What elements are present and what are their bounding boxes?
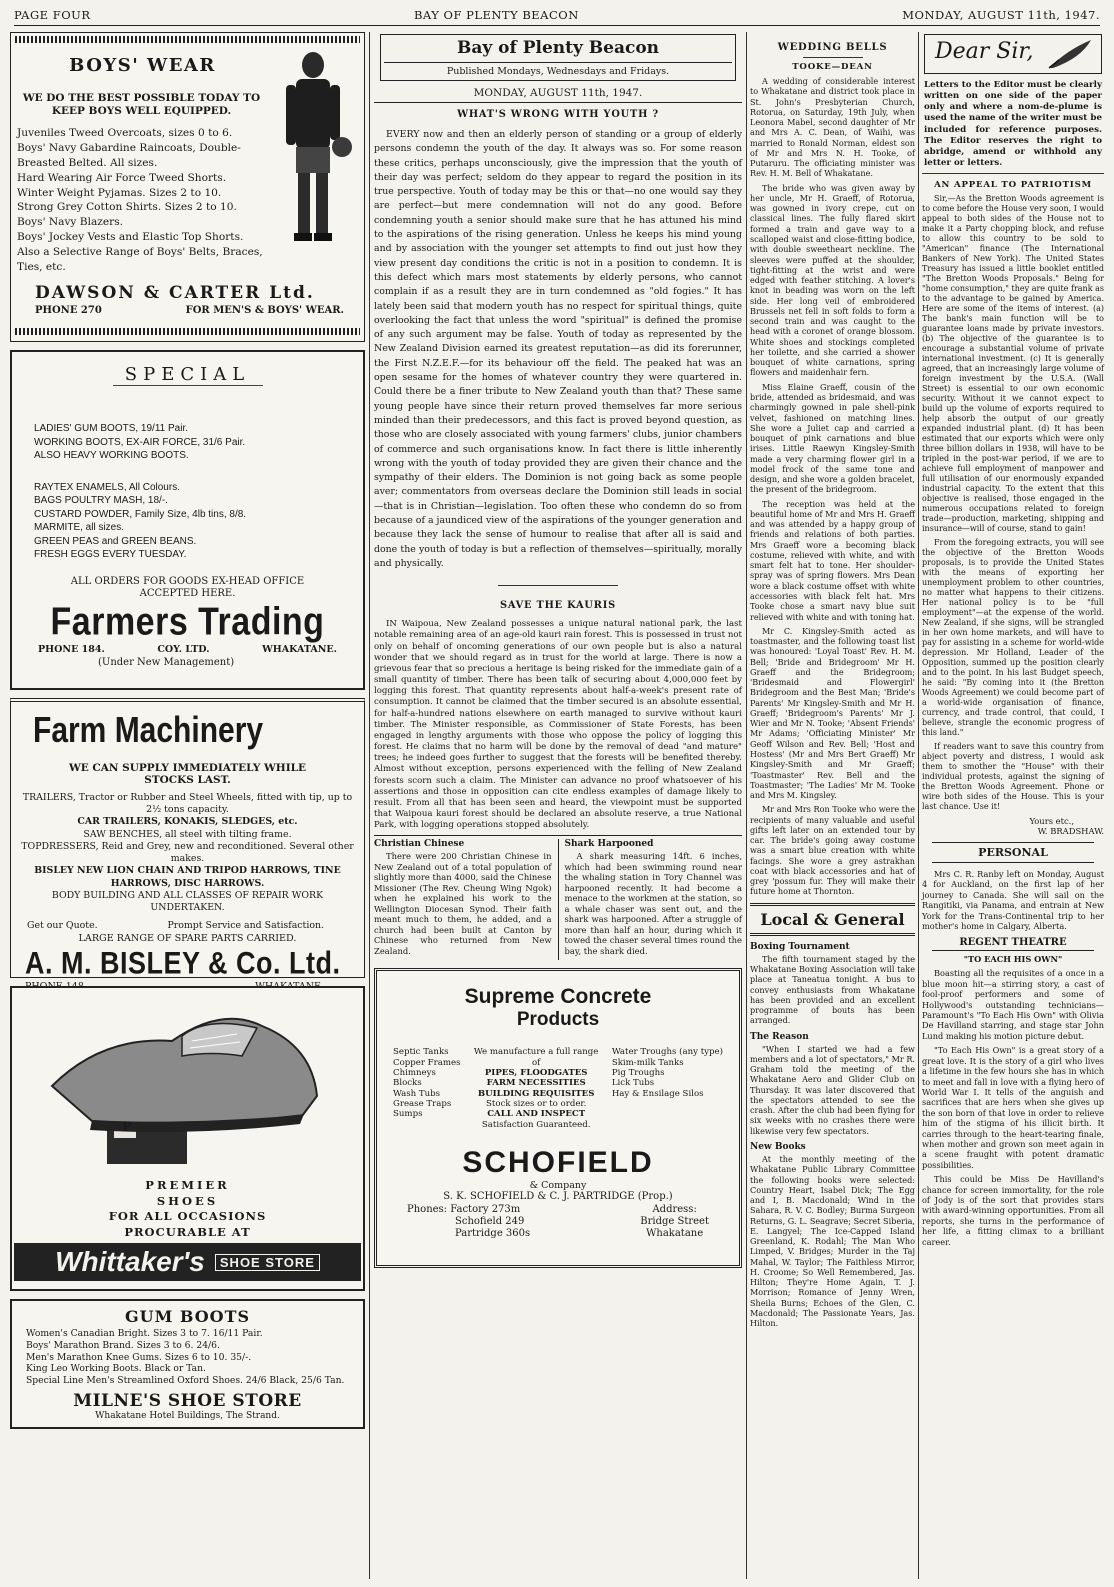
concrete-mid-item: FARM NECESSITIES bbox=[486, 1078, 586, 1089]
schofield-phone: Schofield 249 bbox=[455, 1215, 525, 1227]
shoes-line: PREMIER bbox=[145, 1178, 230, 1192]
dear-sir-text: Dear Sir, bbox=[935, 39, 1034, 64]
concrete-left-item: Wash Tubs bbox=[393, 1088, 441, 1099]
appeal-head: AN APPEAL TO PATRIOTISM bbox=[934, 180, 1092, 190]
concrete-right-item: Pig Troughs bbox=[611, 1068, 665, 1079]
farmers-trading-logo: Farmers Trading bbox=[50, 599, 325, 644]
special-item: FRESH EGGS EVERY TUESDAY. bbox=[34, 549, 187, 560]
wedding-para: A wedding of considerable interest to Whakatane and district took place in St. John's Presbyterian Church, Rotorua, on Saturday, 19th July, when Leonora Mabel, second daughter of Mr and Mrs A. C. Dean, of Waihi, was married to Ronald Norman, eldest son of Mr and Mrs N. H. Tooke, of Putaruru. The officiating minister was Rev. H. M. Bell of Whakatane. bbox=[750, 76, 915, 179]
reason-head: The Reason bbox=[750, 1031, 809, 1042]
special-title: SPECIAL bbox=[113, 364, 263, 386]
shoe-box-label: P bbox=[122, 1120, 132, 1135]
boys-item: Winter Weight Pyjamas. Sizes 2 to 10. bbox=[17, 186, 222, 199]
boys-item: Boys' Navy Gabardine Raincoats, Double-Breasted Belted. All sizes. bbox=[17, 142, 241, 169]
schofield-address: Bridge Street bbox=[640, 1215, 709, 1227]
concrete-left-item: Blocks bbox=[393, 1078, 422, 1089]
shoes-line: SHOES bbox=[156, 1193, 219, 1208]
dawson-slogan: FOR MEN'S & BOYS' WEAR. bbox=[185, 304, 344, 316]
personal-head: PERSONAL bbox=[932, 842, 1094, 863]
chinese-head: Christian Chinese bbox=[374, 839, 465, 850]
shark-body: A shark measuring 14ft. 6 inches, which had been swimming round near the whaling station in Tory Channel was harpooned recently. It had become a menace to the workmen at the station, so a whale chaser was sent out, and the shark was harpooned. After a struggle of more than half an hour, during which it towed the chaser several times round the bay, the shark died. bbox=[564, 851, 742, 956]
concrete-mid-item: Stock sizes or to order. bbox=[486, 1099, 587, 1110]
letters-notice: Letters to the Editor must be clearly written on one side of the paper only and where a nom-de-plume is used the name of the writer must be included for reference purposes. The Editor reserves the right to abridge, amend or withhold any letter or letters. bbox=[924, 80, 1102, 168]
kauri-body: IN Waipoua, New Zealand possesses a unique natural national park, the last notable remaining area of an age-old kauri rain forest. This is possessed in trust not only on behalf of oncoming generations of our own people but is also a natural wonder that we should regard as in trust for the world at large. There is now a grievous fear that so precious a heritage is being risked for the immediate gain of a small quantity of timber. There has been talk of securing about 4,000,000 feet by logging this forest. That quantity represents about half-a-week's present rate of consumption. It cannot be claimed that the timber secured is an absolute essential, for half-a-hundred nations elsewhere on earth managed to survive without kauri timber. The Minister responsible, as Commissioner of State Forests, has been engaged in lengthy arguments with those who oppose the policy of logging this forest. He claims that no harm will be done by the removal of dead "and mature" trees; he indeed goes further to suggest that the forests will be benefited thereby. Almost without exception, persons experienced with the felling of New Zealand forests scorn such a claim. The Minister can advance no proof whatsoever of his assertions and those in opposition can cite endless examples of damage likely to result. From all that has been seen and heard, the viewpoint must be supported that Waipoua kauri forest should be declared an absolute reserve, a true National Park, with logging operations stopped absolutely. bbox=[374, 619, 742, 831]
page-masthead bbox=[14, 8, 1100, 26]
milnes-firm: MILNE'S SHOE STORE bbox=[73, 1390, 302, 1411]
editorial-headline: WHAT'S WRONG WITH YOUTH ? bbox=[457, 109, 659, 120]
shoes-line: PROCURABLE AT bbox=[124, 1224, 251, 1239]
farm-supply: WE CAN SUPPLY IMMEDIATELY WHILE STOCKS LAST. bbox=[68, 762, 307, 786]
farm-line: TOPDRESSERS, Reid and Grey, new and reconditioned. Several other makes. bbox=[21, 840, 354, 865]
special-item: BAGS POULTRY MASH, 18/-. bbox=[34, 495, 168, 506]
farm-line: BODY BUILDING AND ALL CLASSES OF REPAIR WORK UNDERTAKEN. bbox=[51, 889, 324, 913]
special-item: ALSO HEAVY WORKING BOOTS. bbox=[34, 450, 189, 461]
concrete-mid-item: CALL AND INSPECT bbox=[487, 1109, 586, 1120]
concrete-left-item: Sumps bbox=[393, 1109, 423, 1120]
farmers-coy: COY. LTD. bbox=[157, 643, 210, 655]
farm-line: TRAILERS, Tractor or Rubber and Steel Wheels, fitted with tip, up to 2½ tons capacity. bbox=[22, 792, 353, 816]
concrete-right-item: Hay & Ensilage Silos bbox=[611, 1088, 704, 1099]
appeal-para: Sir,—As the Bretton Woods agreement is to come before the House very soon, I would appeal to both sides of the House not to make it a Party chopping block, and refuse to allow this country to be sold to "American" finance (The International Bankers of New York). The United States Treasury has issued a little booklet entitled "The Bretton Woods Proposals." Being for "home consumption," they are quite frank as to the advantage to be gained by America. Here are some of the items of interest. (a) The bank's main function will be to guarantee loans made by private investors. (b) The objective of the guarantee is to encourage a substantial volume of private international investment. (c) It is generally agreed, that an increasingly large volume of foreign investment by the U.S.A. (Wall Street) is essential to our own economic security. Without it we cannot expect to build up the volume of exports required to help absorb the output of our greatly expanded industrial plant. (d) It has been estimated that our exports which were only three billion dollars in 1938, will have to be tripled in the post-war period, if we are to achieve full employment of manpower and full utilisation of our enormously expanded industrial capacity. To the extent that this objective is realised, those engaged in the numerous occupations related to foreign trade—production, marketing, shipping and insurance—will of course, stand to gain! bbox=[922, 194, 1104, 533]
special-item: LADIES' GUM BOOTS, 19/11 Pair. bbox=[34, 423, 188, 434]
farm-line: SAW BENCHES, all steel with tilting frame. bbox=[83, 828, 292, 840]
concrete-right-item: Water Troughs (any type) bbox=[611, 1047, 723, 1058]
farm-line: CAR TRAILERS, KONAKIS, SLEDGES, etc. bbox=[77, 816, 298, 828]
gum-line: King Leo Working Boots. Black or Tan. bbox=[26, 1363, 206, 1375]
schofield-address: Whakatane bbox=[646, 1227, 704, 1239]
issue-date: MONDAY, AUGUST 11th, 1947. bbox=[902, 8, 1100, 22]
boxing-head: Boxing Tournament bbox=[750, 941, 850, 952]
boxing-body: The fifth tournament staged by the Whakatane Boxing Association will take place at Taneatua tonight. A bus to convey enthusiasts from Whakatane has been provided and an excellent programme of bouts has been arranged. bbox=[750, 953, 915, 1026]
boys-wear-tagline: WE DO THE BEST POSSIBLE TODAY TO KEEP BOYS WELL EQUIPPED. bbox=[22, 92, 261, 118]
schofield-phone: Phones: Factory 273m bbox=[407, 1203, 521, 1215]
whittakers-name: Whittaker's bbox=[55, 1246, 205, 1277]
gum-boots-ad bbox=[10, 1299, 365, 1429]
farm-quote: Get our Quote. bbox=[27, 920, 98, 932]
shoe-illustration bbox=[32, 996, 332, 1171]
boys-item: Boys' Jockey Vests and Elastic Top Shorts. bbox=[17, 231, 244, 244]
gum-line: Men's Marathon Knee Gums. Sizes 6 to 10. 35/-. bbox=[26, 1351, 252, 1363]
editorial-column bbox=[374, 32, 742, 1579]
boys-item: Hard Wearing Air Force Tweed Shorts. bbox=[17, 171, 227, 184]
concrete-left-item: Septic Tanks bbox=[393, 1047, 449, 1058]
appeal-para: If readers want to save this country from abject poverty and distress, I would ask them to smother the "House" with their individual protests, against the signing of the Bretton Woods Agreement. Phone or wire both sides of the House. This is your last chance. Use it! bbox=[922, 742, 1104, 811]
concrete-title2: Products bbox=[516, 1009, 600, 1031]
whittakers-banner bbox=[14, 1243, 361, 1281]
boys-item: Boys' Navy Blazers. bbox=[17, 216, 123, 229]
wedding-local-column bbox=[750, 32, 915, 1579]
supreme-concrete-ad bbox=[374, 968, 742, 1268]
ads-column bbox=[10, 32, 365, 1579]
wedding-head: WEDDING BELLS bbox=[777, 42, 888, 53]
regent-para: This could be Miss De Havilland's chance for screen immortality, for the role of Jody is of the sort that provides stars with award-winning opportunities. From all reports, she turns in the performance of her life, a fitting climax to a brilliant career. bbox=[922, 1174, 1104, 1247]
concrete-mid-item: BUILDING REQUISITES bbox=[477, 1088, 595, 1099]
appeal-para: From the foregoing extracts, you will see the objective of the Bretton Woods proposals, is to provide the United States with the means of exporting her unemployment problem to other countries, no matter what happens to their citizens. Her national policy is to be "full employment"—at the expense of the world. New Zealand, if she signs, will be strangled in her own home markets, and will have to pay for assisting in a scheme for world-wide depression. Mr Holland, Leader of the Opposition, summed up the position clearly and to the point. In his last Budget speech, he said: "By coming into it (the Bretton Woods Agreement) we could become part of a world-wide organisation of finance, currency, and trade control, that could, I believe, strangle the economic progress of this land." bbox=[922, 538, 1104, 737]
local-general-title: Local & General bbox=[750, 903, 915, 936]
appeal-sign1: Yours etc., bbox=[1029, 816, 1074, 826]
boys-item: Strong Grey Cotton Shirts. Sizes 2 to 10. bbox=[17, 201, 237, 214]
special-item: GREEN PEAS and GREEN BEANS. bbox=[34, 535, 197, 547]
concrete-mid-item: Satisfaction Guaranteed. bbox=[481, 1119, 591, 1130]
boys-wear-ad bbox=[10, 32, 365, 342]
books-head: New Books bbox=[750, 1141, 806, 1152]
special-item: MARMITE, all sizes. bbox=[34, 522, 125, 533]
books-body: At the monthly meeting of the Whakatane Public Library Committee the following books were selected: Country Heart, Isabel Dick; The Egg and I, B. Macdonald; Wind in the Sahara, R. V. C. Bodley; Burma Surgeon Returns, G. L. Seagrave; Secret Siberia, E. Langyel; The Ice-Capped Island Greenland, K. Rodahl; The Man Who Limped, V. Bridges; Murder in the Taj Mahal, W. Taylor; The Faithless Mirror, H. Croome; So Well Remembered, Jas. Hilton; They're Home Again, T. J. Morrison; Romance of Jenny Wren, Sheila Burns; Echoes of the Glen, C. Macdonald; The Passionate Years, Jas. Hilton. bbox=[750, 1153, 915, 1329]
concrete-mid-item: PIPES, FLOODGATES bbox=[484, 1068, 588, 1079]
schofield-address: Address: bbox=[652, 1203, 697, 1215]
quill-pen-icon bbox=[1045, 38, 1095, 72]
concrete-left-item: Copper Frames bbox=[393, 1057, 461, 1068]
bisley-firm: A. M. BISLEY & Co. Ltd. bbox=[25, 945, 341, 981]
boys-wear-title: BOYS' WEAR bbox=[69, 55, 216, 76]
editorial-date: MONDAY, AUGUST 11th, 1947. bbox=[374, 87, 742, 103]
editorial-body: EVERY now and then an elderly person of standing or a group of elderly persons condemn the youth of the day. It always was so. For some reason these critics, perhaps unconsciously, give the impression that the youth of their day was perfect; seldom do they appear to regard the position in its true perspective. Youth of today may be this or that—no one would say they are perfect—but mere condemnation will not do any good. Before condemning youth a senior should make sure that he has attuned his mind to the aspirations of the rising generation. Unless he keeps his mind young and by association with the younger set attempts to find out just how they view present day conditions the critic is not in a position to condemn. It is this defect which mars most statements by elderly persons, who cannot complain if as a result they are in turn condemned as "old fogies." It has lately been said that modern youth has no respect for spiritual things, quite overlooking the fact that unless the word "spiritual" is defined the promise of any such argument may be false. Youth of today as represented by the New Zealand Division earned its greatest reputation—as did its forerunner, the First N.Z.E.F.—for its behaviour off the field. The peaked hat was an open sesame for the homes of whatever country they were quartered in. Could there be a finer tribute to New Zealand youth than that? These same young people have since their return proved themselves far more serious minded than their predecessors, and this fact is proved beyond question, as those who are closely associated with young farmers' clubs, junior chambers of commerce and such organisations know. In fact there is little inherently wrong with the youth of today provided they are given their chance and the sympathy of their elders. The Dominion is not going back as some people aver; commentators from overseas declare the Dominion still leads in social—that is in Christian—legislation. Too often these who condemn do so from because of a jaundiced view of the aspirations of the younger generation and because they lack the sense of humour to realise that after all is said and done the youth of today is but a reflection of themselves—spiritually, morally and physically. bbox=[374, 129, 742, 569]
schofield-logo: SCHOFIELD bbox=[462, 1145, 654, 1179]
concrete-mid-item: We manufacture a full range of bbox=[473, 1047, 599, 1068]
editorial-paper-name: Bay of Plenty Beacon bbox=[456, 38, 660, 58]
wedding-para: Mr and Mrs Ron Tooke who were the recipients of many valuable and useful gifts left later on an extended tour by car. The bride's going away costume was a smart blue creation with white facings. She wore a grey astrakhan coat with black accessories and hat of grey 'possum fur. They will make their future home at Thornton. bbox=[750, 804, 915, 897]
milnes-address: Whakatane Hotel Buildings, The Strand. bbox=[95, 1410, 280, 1421]
gum-boots-title: GUM BOOTS bbox=[124, 1307, 251, 1326]
editorial-masthead bbox=[380, 34, 736, 81]
wedding-para: Miss Elaine Graeff, cousin of the bride, attended as bridesmaid, and was charmingly gowned in pale shell-pink velvet, fashioned on matching lines. She wore a Juliet cap and carried a bouquet of pink carnations and blue irises. Little Raewyn Kingsley-Smith made a very charming flower girl in a model frock of the same tone and design, and she wore a golden bracelet, the present of the bridegroom. bbox=[750, 381, 915, 495]
wedding-para: The reception was held at the beautiful home of Mr and Mrs H. Graeff and was attended by a happy group of friends and relations of both parties. Mrs Graeff wore a becoming black costume, relieved with white, and with smart felt hat to tone. Her shoulder-spray was of spring flowers. Mrs Dean wore a black costume offset with white accessories with black felt hat. Mrs Tooke chose a smart navy blue suit relieved with white and with toning hat. bbox=[750, 498, 915, 622]
farm-machinery-ad bbox=[10, 698, 365, 981]
special-ad bbox=[10, 350, 365, 690]
wedding-sub: TOOKE—DEAN bbox=[792, 62, 873, 72]
appeal-sign2: W. BRADSHAW. bbox=[1037, 826, 1104, 836]
special-orders: ALL ORDERS FOR GOODS EX-HEAD OFFICE ACCEPTED HERE. bbox=[70, 575, 305, 599]
editorial-published: Published Mondays, Wednesdays and Fridays. bbox=[384, 62, 732, 77]
schofield-company: & Company bbox=[529, 1179, 587, 1191]
gum-line: Special Line Men's Streamlined Oxford Shoes. 24/6 Black, 25/6 Tan. bbox=[26, 1375, 345, 1387]
page-number: PAGE FOUR bbox=[14, 8, 91, 22]
boy-figure-illustration bbox=[268, 47, 358, 262]
wedding-para: The bride who was given away by her uncle, Mr H. Graeff, of Rotorua, was gowned in ivory crepe, cut on classical lines. The fully flared skirt formed a train and gave way to a scalloped waist and close-fitting bodice, with double sweetheart neckline. The sleeves were puffed at the shoulder, tight-fitting at the wrist and were edged with feather stitching. A lover's knot in beading was worn on the left side. Her long veil of embroidered Brussels net fell in soft folds to form a second train and was caught to the head with a coronet of orange blossom. White shoes and stockings completed her toilette, and she carried a shower bouquet of white carnations, spring flowers and maidenhair fern. bbox=[750, 182, 915, 378]
concrete-right-item: Skim-milk Tanks bbox=[611, 1057, 684, 1068]
dear-sir-logo bbox=[924, 34, 1102, 74]
special-item: RAYTEX ENAMELS, All Colours. bbox=[34, 481, 180, 493]
schofield-phone: Partridge 360s bbox=[455, 1227, 531, 1239]
shark-head: Shark Harpooned bbox=[564, 839, 654, 850]
concrete-right-item: Lick Tubs bbox=[611, 1078, 655, 1089]
farm-service: Prompt Service and Satisfaction. bbox=[167, 920, 324, 932]
farm-machinery-title: Farm Machinery bbox=[33, 710, 264, 751]
chinese-body: There were 200 Christian Chinese in New Zealand out of a total population of slightly more than 4000, said the Chinese Missioner (The Rev. Cheung Wing Ngok) when he explained his work to the Wellington Diocesan Synod. Their faith meant much to them, he added, and a church had been built at Canton by Chinese who returned from New Zealand. bbox=[374, 851, 552, 956]
reason-body: "When I started we had a few members and a lot of spectators," Mr R. Graham told the meeting of the Whakatane Aero and Glider Club on Thursday. It was later discovered that the spectators attended to see the crash. After the club had been flying for six weeks with no crashes there were likewise very few spectators. bbox=[750, 1043, 915, 1136]
premier-shoes-ad bbox=[10, 986, 365, 1291]
farmers-phone: PHONE 184. bbox=[38, 643, 105, 655]
special-item: WORKING BOOTS, EX-AIR FORCE, 31/6 Pair. bbox=[34, 436, 246, 448]
regent-para: "To Each His Own" is a great story of a great love. It is the story of a girl who lives a lifetime in the few hours she has in which to meet and fall in love with a flying hero of World War I. It tells of the anguish and sacrifices that are hers when she gives up the son born of that love in order to relieve him of the stigma of his illicit birth. It carries through to the heart-tearing finale, when mother and grown son meet again in a scene fraught with potent dramatic possibilities. bbox=[922, 1045, 1104, 1170]
gum-line: Women's Canadian Bright. Sizes 3 to 7. 16/11 Pair. bbox=[26, 1328, 263, 1339]
dawson-carter-firm: DAWSON & CARTER Ltd. bbox=[35, 282, 315, 303]
boys-item: Juveniles Tweed Overcoats, sizes 0 to 6. bbox=[17, 127, 233, 140]
letters-column bbox=[922, 32, 1104, 1579]
regent-head: REGENT THEATRE bbox=[932, 937, 1094, 951]
gum-line: Boys' Marathon Brand. Sizes 3 to 6. 24/6. bbox=[26, 1339, 220, 1351]
schofield-props: S. K. SCHOFIELD & C. J. PARTRIDGE (Prop.) bbox=[443, 1190, 673, 1202]
boys-item: Also a Selective Range of Boys' Belts, Braces, Ties, etc. bbox=[17, 245, 263, 273]
farm-spares: LARGE RANGE OF SPARE PARTS CARRIED. bbox=[78, 933, 297, 945]
shoes-line: FOR ALL OCCASIONS bbox=[108, 1209, 267, 1224]
concrete-left-item: Grease Traps bbox=[393, 1099, 452, 1110]
personal-body: Mrs C. R. Ranby left on Monday, August 4 for Auckland, on the first lap of her journey to Canada. She will sail on the Rangitiki, via Panama, and entrain at New York for the Trans-Continental trip to her mother's home in Calgary, Alberta. bbox=[922, 869, 1104, 932]
regent-para: Boasting all the requisites of a once in a blue moon hit—a stirring story, a cast of fool-proof performers and some of Hollywood's outstanding technicians—Paramount's "To Each His Own" with Olivia De Havilland starring, and stage star John Lund making his motion picture debut. bbox=[922, 968, 1104, 1041]
kauri-headline: SAVE THE KAURIS bbox=[500, 600, 616, 612]
farmers-town: WHAKATANE. bbox=[262, 643, 337, 655]
dawson-phone: PHONE 270 bbox=[35, 304, 102, 316]
shoe-store-label: SHOE STORE bbox=[215, 1254, 320, 1271]
farmers-management: (Under New Management) bbox=[98, 656, 235, 668]
regent-sub: "TO EACH HIS OWN" bbox=[963, 954, 1063, 965]
paper-name: BAY OF PLENTY BEACON bbox=[413, 8, 579, 22]
farm-line: BISLEY NEW LION CHAIN AND TRIPOD HARROWS, TINE HARROWS, DISC HARROWS. bbox=[34, 865, 341, 889]
concrete-left-item: Chimneys bbox=[393, 1068, 436, 1079]
wedding-para: Mr C. Kingsley-Smith acted as toastmaster, and the following toast list was honoured: 'Loyal Toast' Rev. H. M. Bell; 'Bride and Bridegroom' Mr H. Graeff and the Bridegroom; 'Bridesmaid and Flowergirl' Bridegroom and the Best Man; 'Bride's Parents' Mr Kingsley-Smith and Mr H. Graeff; 'Bridegroom's Parents' Mr J. Wier and Mr N. Tooke; 'Absent Friends' Mr Adams; 'Officiating Minister' Mr Geoff Wilson and Rev. Bell; 'Host and Hostess' (Mr and Mrs Bert Graeff) Mr Kingsley-Smith and Mr Graeff; 'Toastmaster' Rev. Bell and the Toastmaster; 'The Ladies' Mr M. Tooke and Mrs M. Kingsley. bbox=[750, 625, 915, 801]
special-item: CUSTARD POWDER, Family Size, 4lb tins, 8/8. bbox=[34, 508, 247, 520]
concrete-title1: Supreme Concrete bbox=[464, 985, 652, 1009]
